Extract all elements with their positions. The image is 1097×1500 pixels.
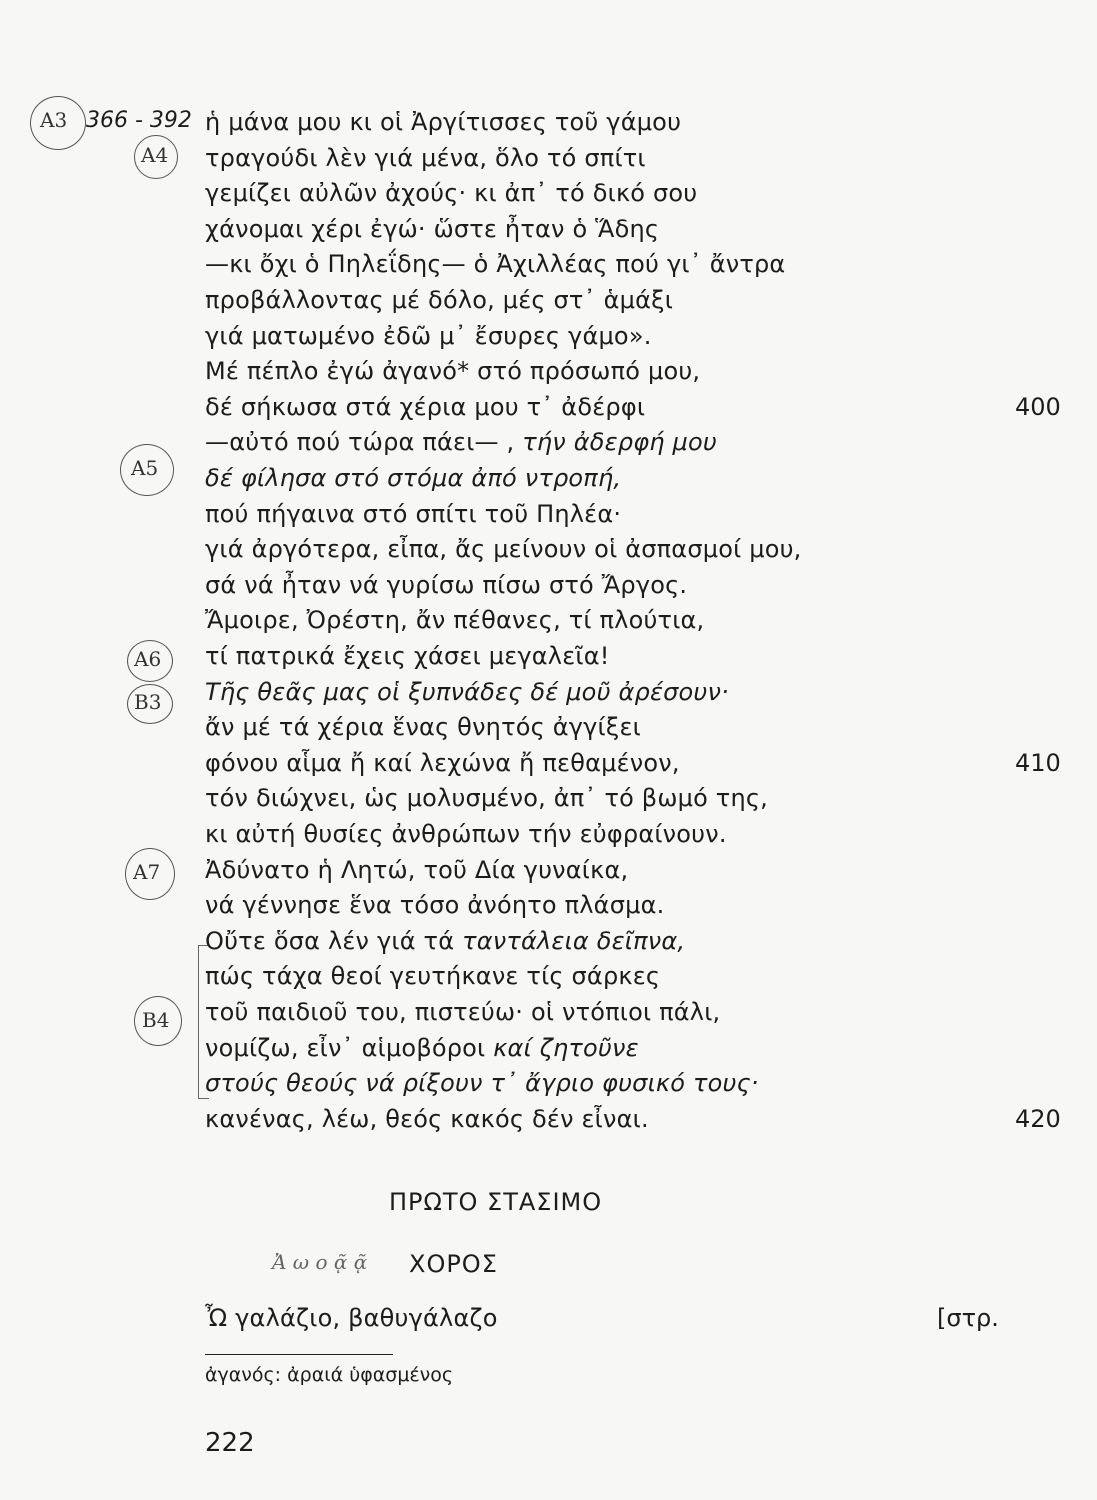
verse-text-italic: δέ φίλησα στό στόμα ἀπό ντροπή, — [205, 464, 622, 492]
verse-line — [205, 215, 659, 243]
margin-mark-a7: A7 — [133, 860, 161, 884]
verse-text: τραγούδι λὲν γιά μένα, ὅλο τό σπίτι — [205, 143, 646, 172]
line-number: 420 — [1015, 1104, 1061, 1133]
verse-line — [205, 571, 687, 599]
margin-mark-b4: B4 — [142, 1008, 170, 1032]
verse-line — [205, 678, 729, 706]
verse-line — [205, 713, 641, 741]
chorus-heading: ΧΟΡΟΣ — [409, 1250, 498, 1278]
verse-line — [205, 998, 720, 1026]
verse-line — [205, 393, 645, 421]
line-range: 366 - 392 — [86, 108, 192, 133]
verse-text: κι αὐτή θυσίες ἀνθρώπων τήν εὐφραίνουν. — [205, 820, 727, 848]
verse-text: γιά ματωμένο ἐδῶ μ᾿ ἔσυρες γάμο». — [205, 321, 652, 350]
verse-line — [205, 749, 680, 777]
margin-mark-b3: B3 — [134, 690, 162, 714]
chorus-first-line: Ὦ γαλάζιο, βαθυγάλαζο — [205, 1304, 498, 1332]
footnote-rule — [205, 1354, 393, 1355]
verse-line — [205, 1105, 649, 1133]
verse-text: κανένας, λέω, θεός κακός δέν εἶναι. — [205, 1104, 649, 1133]
margin-mark-a5: A5 — [131, 456, 159, 480]
verse-text: Οὔτε ὅσα λέν γιά τά — [205, 926, 463, 955]
verse-text: τί πατρικά ἔχεις χάσει μεγαλεῖα! — [205, 642, 610, 670]
verse-line — [205, 179, 697, 207]
verse-line — [205, 322, 652, 350]
verse-text: ἄν μέ τά χέρια ἕνας θνητός ἀγγίξει — [205, 713, 641, 742]
verse-text: Ἄμοιρε, Ὀρέστη, ἄν πέθανες, τί πλούτια, — [205, 606, 705, 635]
verse-line — [205, 428, 717, 456]
line-number: 400 — [1015, 392, 1061, 421]
pencil-note: Ἀ ω ο ᾷ ᾷ — [272, 1250, 368, 1274]
verse-line — [205, 250, 785, 278]
verse-text-italic: ταντάλεια δεῖπνα, — [462, 926, 686, 955]
verse-line — [205, 286, 673, 314]
verse-text: γιά ἀργότερα, εἶπα, ἄς μείνουν οἱ ἀσπασμοί μου, — [205, 535, 802, 564]
verse-text: προβάλλοντας μέ δόλο, μές στ᾿ ἁμάξι — [205, 286, 674, 314]
verse-line — [205, 357, 700, 385]
verse-line — [205, 1034, 639, 1062]
verse-text-italic: στούς θεούς νά ρίξουν τ᾿ ἄγριο φυσικό τους· — [205, 1069, 759, 1098]
verse-line — [205, 891, 664, 919]
line-number: 410 — [1015, 748, 1061, 777]
page-number: 222 — [205, 1428, 255, 1458]
verse-text: πώς τάχα θεοί γευτήκανε τίς σάρκες — [205, 962, 661, 991]
verse-text: νομίζω, εἶν᾿ αἱμοβόροι — [205, 1033, 494, 1062]
verse-text: σά νά ἦταν νά γυρίσω πίσω στό Ἄργος. — [205, 570, 688, 599]
verse-text: χάνομαι χέρι ἐγώ· ὥστε ἦταν ὁ Ἅδης — [205, 214, 660, 243]
verse-text-italic: τήν ἀδερφή μου — [522, 428, 717, 457]
verse-line — [205, 500, 621, 528]
verse-line — [205, 606, 704, 634]
verse-line — [205, 962, 660, 990]
verse-text: δέ σήκωσα στά χέρια μου τ᾿ ἀδέρφι — [205, 392, 646, 421]
verse-line — [205, 108, 681, 136]
verse-text-italic: καί ζητοῦνε — [493, 1033, 639, 1062]
verse-text: γεμίζει αὐλῶν ἀχούς· κι ἀπ᾿ τό δικό σου — [205, 179, 698, 208]
footnote: ἀγανός: ἀραιά ὑφασμένος — [205, 1364, 454, 1386]
verse-line — [205, 784, 768, 812]
verse-text: —κι ὄχι ὁ Πηλεΐδης— ὁ Ἀχιλλέας πού γι᾿ ἄντρα — [205, 250, 786, 279]
strophe-mark: [στρ. — [937, 1304, 999, 1332]
verse-line — [205, 464, 621, 492]
verse-text: φόνου αἷμα ἤ καί λεχώνα ἤ πεθαμένον, — [205, 748, 680, 777]
margin-mark-a4: A4 — [141, 143, 169, 167]
section-title: ΠΡΩΤΟ ΣΤΑΣΙΜΟ — [389, 1188, 603, 1216]
verse-text: ἡ μάνα μου κι οἱ Ἀργίτισσες τοῦ γάμου — [205, 108, 682, 136]
verse-text: —αὐτό πού τώρα πάει— , — [205, 428, 523, 457]
verse-line — [205, 856, 628, 884]
verse-line — [205, 927, 685, 955]
margin-mark-a3: A3 — [40, 108, 68, 132]
verse-text: πού πήγαινα στό σπίτι τοῦ Πηλέα· — [205, 499, 622, 528]
verse-text: τοῦ παιδιοῦ του, πιστεύω· οἱ ντόπιοι πάλι, — [205, 998, 721, 1026]
verse-text: Ἀδύνατο ἡ Λητώ, τοῦ Δία γυναίκα, — [205, 855, 629, 884]
verse-line — [205, 642, 610, 670]
verse-text: τόν διώχνει, ὡς μολυσμένο, ἀπ᾿ τό βωμό της, — [205, 784, 768, 813]
verse-text: Μέ πέπλο ἐγώ ἀγανό* στό πρόσωπό μου, — [205, 357, 701, 386]
verse-line — [205, 820, 727, 848]
verse-line — [205, 1069, 759, 1097]
margin-mark-a6: A6 — [134, 647, 162, 671]
verse-text-italic: Τῆς θεᾶς μας οἱ ξυπνάδες δέ μοῦ ἀρέσουν· — [205, 677, 729, 706]
verse-line — [205, 144, 646, 172]
verse-text: νά γέννησε ἕνα τόσο ἀνόητο πλάσμα. — [205, 891, 665, 920]
verse-line — [205, 535, 802, 563]
